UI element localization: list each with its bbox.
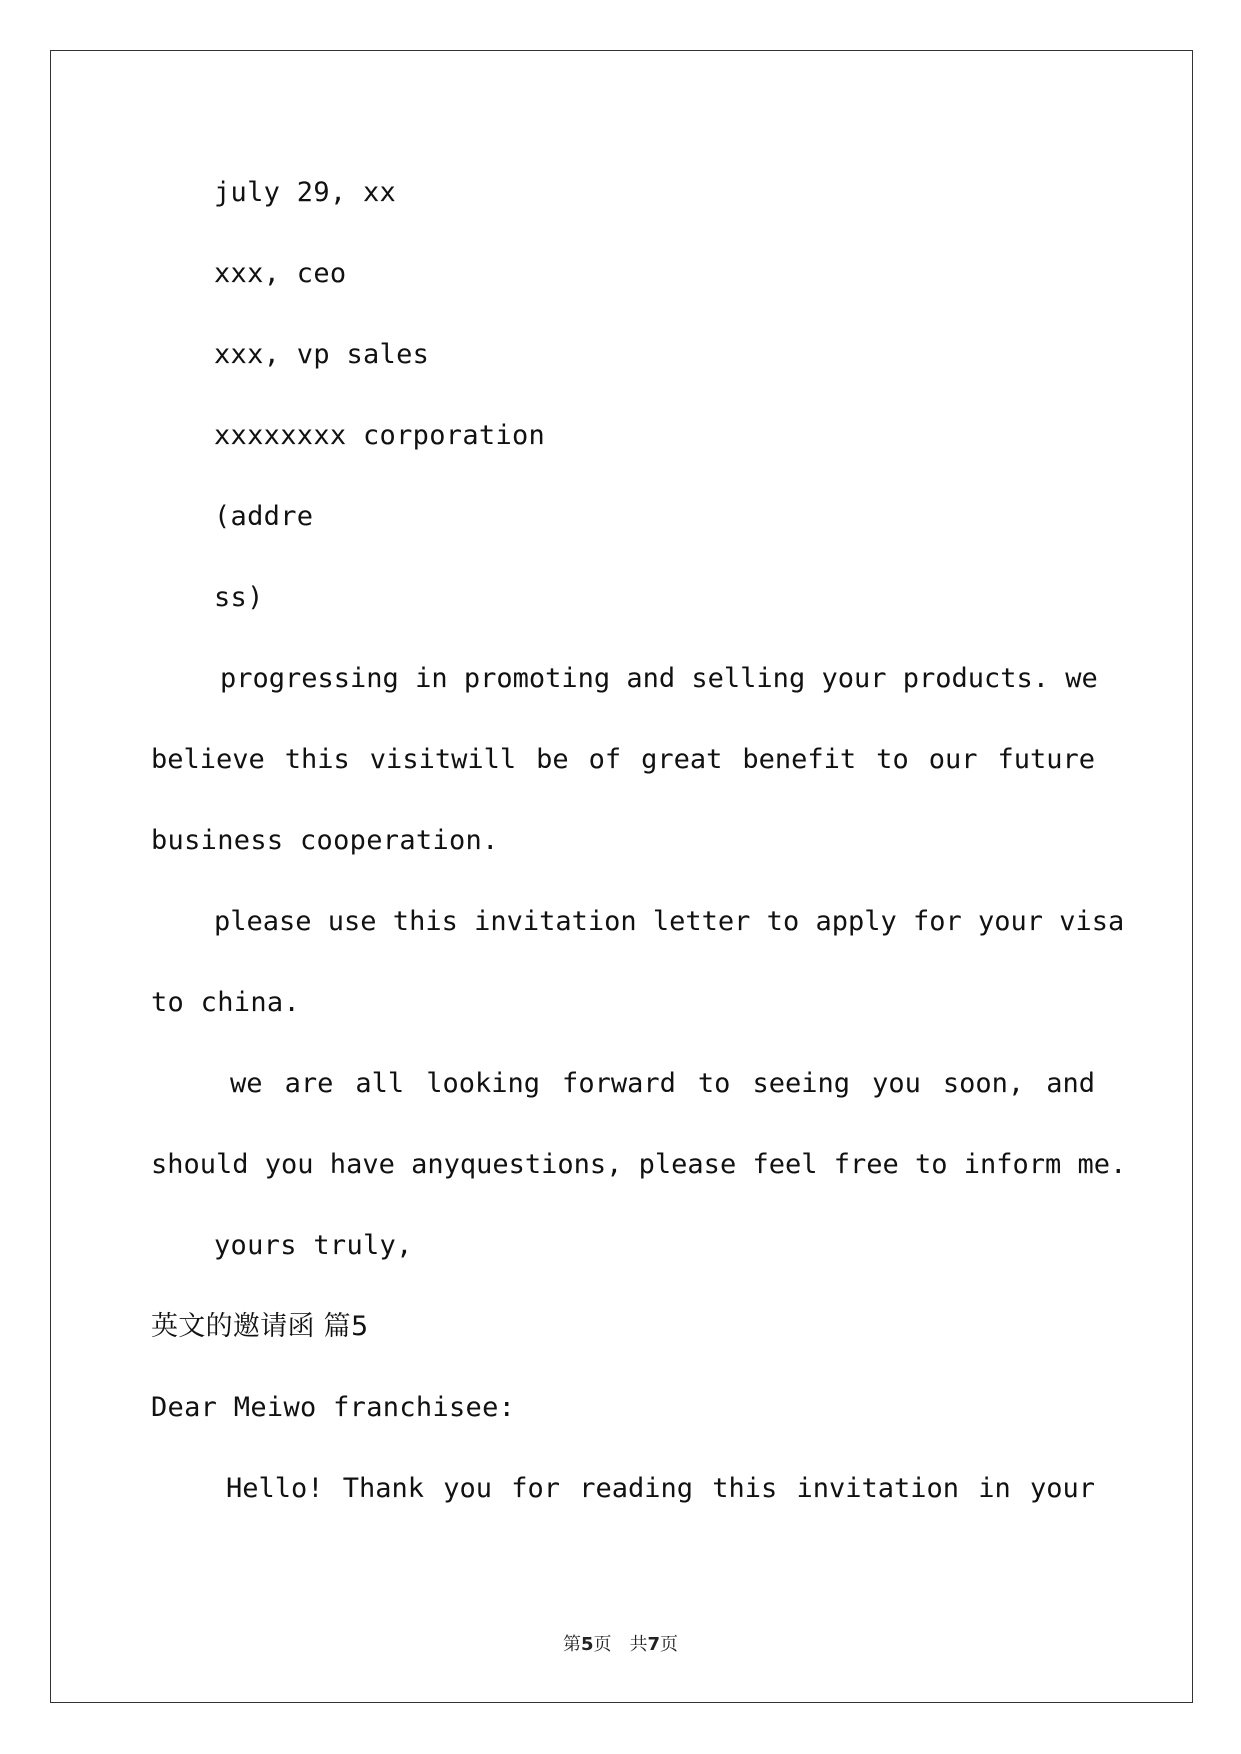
p3-line1-text: we are all looking forward to seeing you soon, and <box>230 1068 1095 1099</box>
page-border <box>50 50 1193 1703</box>
salutation: Dear Meiwo franchisee: <box>151 1392 516 1423</box>
paragraph-3-line-1 <box>230 1067 1095 1101</box>
paragraph-4-line-1 <box>226 1472 1095 1506</box>
address-line-2: ss) <box>214 582 264 613</box>
footer-suffix: 页 <box>660 1634 679 1655</box>
closing: yours truly, <box>214 1230 413 1261</box>
paragraph-3-line-2 <box>151 1148 1127 1182</box>
date-line: july 29, xx <box>214 177 397 208</box>
paragraph-1-line-2 <box>151 743 1095 777</box>
paragraph-1-line-3: business cooperation. <box>151 825 499 856</box>
paragraph-2-line-1 <box>214 905 1125 939</box>
address-line-1: (addre <box>214 501 314 532</box>
p1-line1-text: progressing in promoting and selling your products. we <box>220 663 1098 694</box>
p1-line2-text: believe this visitwill be of great benefit to our future <box>151 744 1095 775</box>
p2-line1-text: please use this invitation letter to apply for your visa <box>214 906 1125 937</box>
company-name: xxxxxxxx corporation <box>214 420 546 451</box>
footer-mid: 页 共 <box>593 1634 648 1655</box>
paragraph-2-line-2: to china. <box>151 987 300 1018</box>
paragraph-1-line-1 <box>220 662 1098 696</box>
p3-line2-text: should you have anyquestions, please feel free to inform me. <box>151 1149 1127 1180</box>
footer-prefix: 第 <box>562 1634 581 1655</box>
footer-total-pages: 7 <box>647 1634 661 1655</box>
page-footer <box>0 1630 1241 1656</box>
p4-line1-text: Hello! Thank you for reading this invitation in your <box>226 1473 1095 1504</box>
section-heading: 英文的邀请函 篇5 <box>151 1311 369 1342</box>
recipient-ceo: xxx, ceo <box>214 258 347 289</box>
recipient-vp-sales: xxx, vp sales <box>214 339 430 370</box>
footer-page-number: 5 <box>580 1634 594 1655</box>
